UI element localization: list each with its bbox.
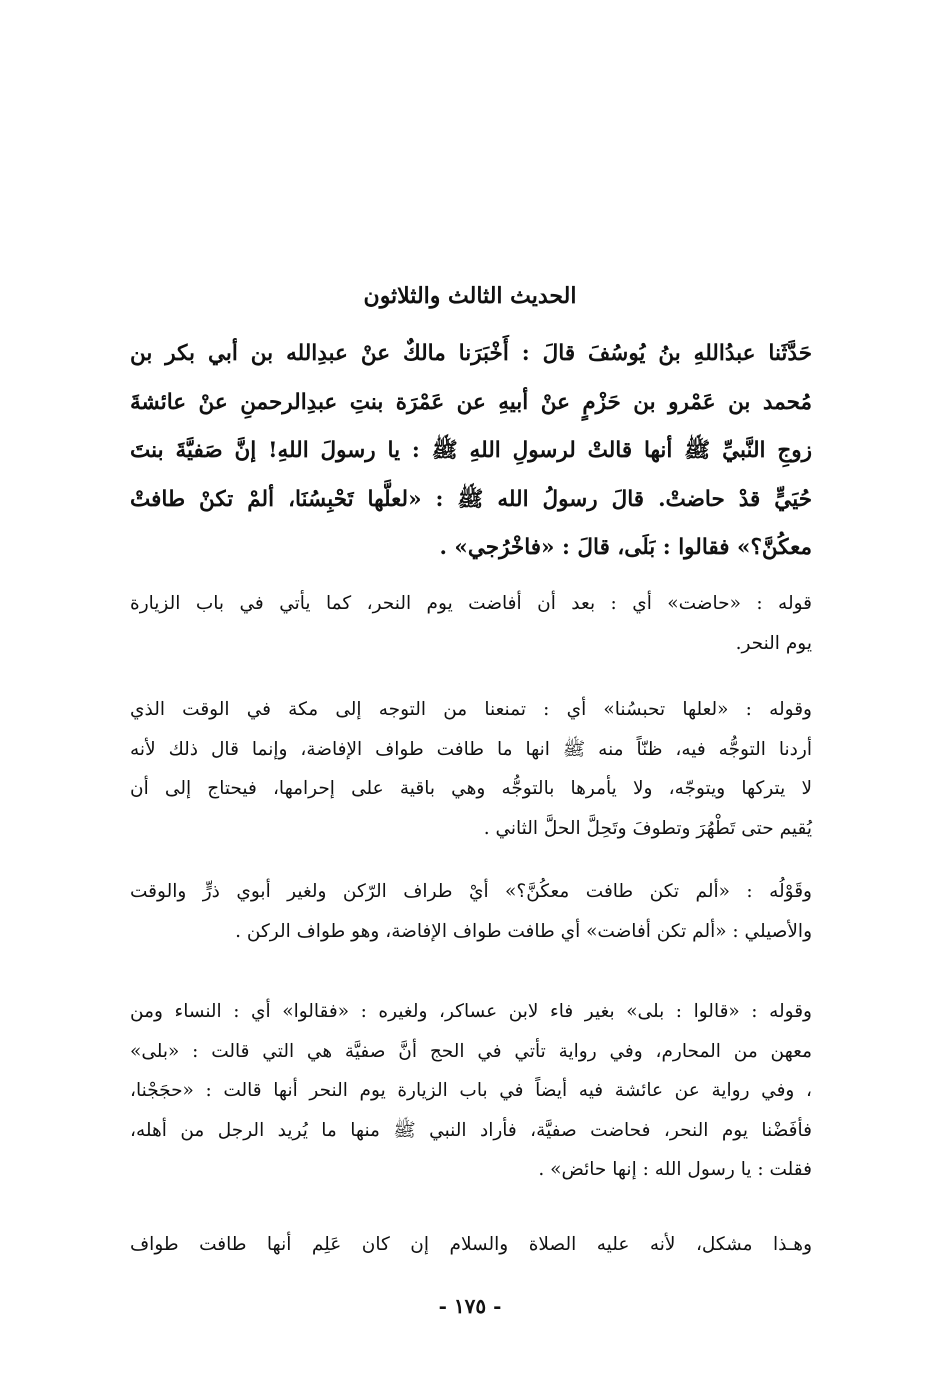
hadith-line: زوجِ النَّبيِّ ﷺ أنها قالتْ لرسولِ اللهِ ﷺ : يا رسولَ اللهِ! إنَّ صَفيَّةَ بنتَ bbox=[130, 438, 812, 463]
commentary-line: لا يتركها ويتوجّه، ولا يأمرها بالتوجُّه وهي باقية على إحرامها، فيحتاج إلى أن bbox=[130, 778, 812, 799]
commentary-line: ، وفي رواية عن عائشة فيه أيضاً في باب الزيارة يوم النحر أنها قالت : «حجَجْنا، bbox=[130, 1080, 812, 1101]
page-number: - ١٧٥ - bbox=[438, 1294, 502, 1318]
commentary-line: يُقيم حتى تَطْهُرَ وتطوفَ وتَحِلَّ الحلَّ الثاني . bbox=[483, 817, 812, 839]
commentary-line: فقلت : يا رسول الله : إنها حائض» . bbox=[538, 1159, 812, 1180]
commentary-line: وقوله : «قالوا : بلى» بغير فاء لابن عساكر، ولغيره : «فقالوا» أي : النساء ومن bbox=[130, 1001, 812, 1022]
commentary-line: يوم النحر. bbox=[735, 632, 812, 654]
commentary-line: وقوله : «لعلها تحبسُنا» أي : تمنعنا من التوجه إلى مكة في الوقت الذي bbox=[130, 699, 812, 720]
hadith-line: معكُنَّ؟» فقالوا : بَلَى، قالَ : «فاخْرُجي» . bbox=[439, 535, 812, 560]
commentary-paragraph bbox=[130, 690, 812, 848]
commentary-line: وهـذا مشكل، لأنه عليه الصلاة والسلام إن كان عَلِم أنها طافت طواف bbox=[130, 1234, 812, 1255]
hadith-heading: الحديث الثالث والثلاثون bbox=[363, 283, 577, 309]
commentary-paragraph bbox=[130, 872, 812, 951]
hadith-line: مُحمد بن عَمْرو بن حَزْمٍ عنْ أبيهِ عن عَمْرَة بنتِ عبدِالرحمنِ عنْ عائشةَ bbox=[130, 389, 812, 415]
commentary-paragraph bbox=[130, 584, 812, 663]
hadith-line: حَدَّثَنا عبدُاللهِ بنُ يُوسُفَ قالَ : أَخْبَرَنا مالكٌ عنْ عبدِالله بن أبي بكر بن bbox=[130, 341, 812, 366]
commentary-line: فأفَضْنا يوم النحر، فحاضت صفيَّة، فأراد النبي ﷺ منها ما يُريد الرجل من أهله، bbox=[130, 1119, 812, 1141]
commentary-line: والأصيلي : «ألم تكن أفاضت» أي طافت طواف الإفاضة، وهو طواف الركن . bbox=[235, 920, 812, 942]
commentary-paragraph bbox=[130, 992, 812, 1190]
commentary-line: معهن من المحارم، وفي رواية تأتي في الحج أنَّ صفيَّة هي التي قالت : «بلى» bbox=[130, 1040, 812, 1062]
hadith-line: حُيَيٍّ قدْ حاضتْ. قالَ رسولُ الله ﷺ : «لعلَّها تَحْبِسُنَا، ألمْ تكنْ طافتْ bbox=[130, 486, 812, 512]
commentary-line: أردنا التوجُّه فيه، ظنّاً منه ﷺ انها ما طافت طواف الإفاضة، وإنما قال ذلك لأنه bbox=[130, 738, 812, 760]
commentary-line: قوله : «حاضت» أي : بعد أن أفاضت يوم النحر، كما يأتي في باب الزيارة bbox=[130, 593, 812, 614]
hadith-text bbox=[130, 330, 812, 573]
commentary-paragraph bbox=[130, 1225, 812, 1265]
commentary-line: وقَوْلُه : «ألم تكن طافت معكُنَّ؟» أيْ طراف الرّكن ولغير أبوي ذرٍّ والوقت bbox=[130, 881, 812, 902]
